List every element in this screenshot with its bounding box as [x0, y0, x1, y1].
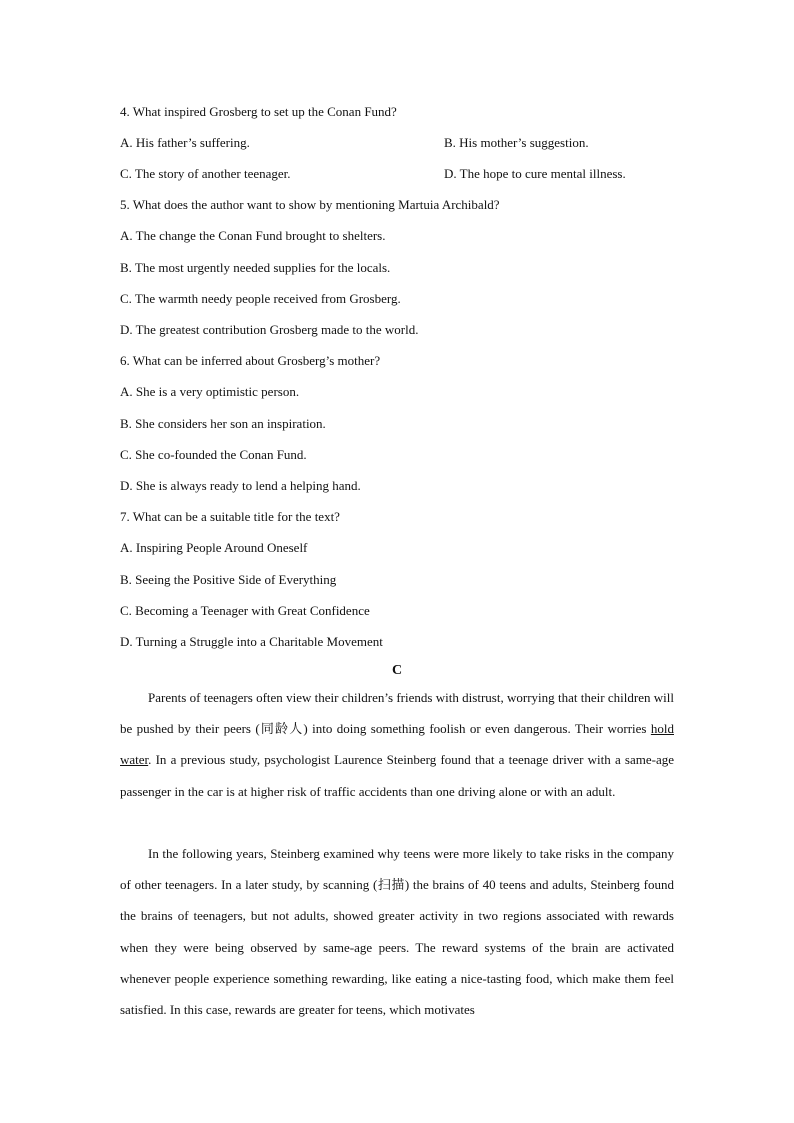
passage-paragraph-1: [120, 682, 674, 807]
question-6-option-a: A. She is a very optimistic person.: [120, 384, 300, 399]
paragraph-1-text-start: Parents of teenagers often view their children’s friends with distrust, worrying that their children will be pushed by their peers (同龄人) into doing something foolish or even dangerous. Their worries: [120, 690, 674, 737]
question-6-option-b: B. She considers her son an inspiration.: [120, 416, 326, 431]
question-7-stem: 7. What can be a suitable title for the text?: [120, 509, 340, 524]
question-5-option-a: A. The change the Conan Fund brought to shelters.: [120, 228, 386, 243]
question-4-option-a: A. His father’s suffering.: [120, 135, 250, 150]
question-4-option-d: D. The hope to cure mental illness.: [444, 166, 626, 181]
question-5-option-d: D. The greatest contribution Grosberg made to the world.: [120, 322, 419, 337]
question-5-option-b: B. The most urgently needed supplies for the locals.: [120, 260, 391, 275]
question-5-option-c: C. The warmth needy people received from Grosberg.: [120, 291, 401, 306]
question-6-stem: 6. What can be inferred about Grosberg’s mother?: [120, 353, 381, 368]
question-7-option-c: C. Becoming a Teenager with Great Confidence: [120, 603, 370, 618]
question-7-option-a: A. Inspiring People Around Oneself: [120, 540, 308, 555]
passage-paragraph-2: In the following years, Steinberg examined why teens were more likely to take risks in the company of other teenagers. In a later study, by scanning (扫描) the brains of 40 teens and adults, Steinberg found the brains of teenagers, but not adults, showed greater activity in two regions associated with rewards when they were being observed by same-age peers. The reward systems of the brain are activated whenever people experience something rewarding, like eating a nice-tasting food, which make them feel satisfied. In this case, rewards are greater for teens, which motivates: [120, 846, 674, 1018]
question-5-stem: 5. What does the author want to show by mentioning Martuia Archibald?: [120, 197, 500, 212]
question-4-stem: 4. What inspired Grosberg to set up the Conan Fund?: [120, 104, 397, 119]
paragraph-1-text-end: . In a previous study, psychologist Laurence Steinberg found that a teenage driver with a same-age passenger in the car is at higher risk of traffic accidents than one driving alone or with an adult.: [120, 752, 674, 799]
question-6-option-c: C. She co-founded the Conan Fund.: [120, 447, 307, 462]
question-7-option-d: D. Turning a Struggle into a Charitable Movement: [120, 634, 383, 649]
question-6-option-d: D. She is always ready to lend a helping hand.: [120, 478, 361, 493]
question-4-option-c: C. The story of another teenager.: [120, 166, 291, 181]
question-7-option-b: B. Seeing the Positive Side of Everything: [120, 572, 337, 587]
underlined-phrase: hold water: [120, 721, 674, 768]
section-heading: C: [391, 663, 403, 678]
question-4-option-b: B. His mother’s suggestion.: [444, 135, 589, 150]
